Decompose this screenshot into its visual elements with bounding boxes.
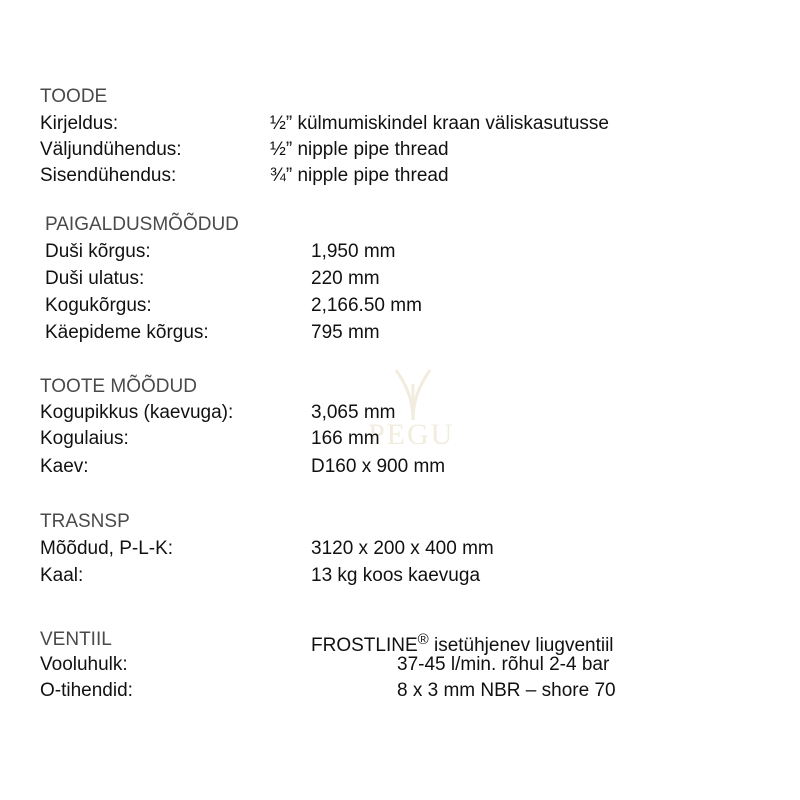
value-kogupikkus: 3,065 mm [311, 402, 396, 423]
label-kogupikkus: Kogupikkus (kaevuga): [40, 402, 234, 423]
label-kaev: Kaev: [40, 456, 89, 477]
label-vooluhulk: Vooluhulk: [40, 654, 128, 675]
section-heading-paigaldus: PAIGALDUSMÕÕDUD [45, 214, 239, 235]
label-dusi-ulatus: Duši ulatus: [45, 268, 145, 289]
value-kaepideme-korgus: 795 mm [311, 322, 380, 343]
label-kaal: Kaal: [40, 565, 84, 586]
label-kaepideme-korgus: Käepideme kõrgus: [45, 322, 209, 343]
value-vooluhulk: 37-45 l/min. rõhul 2-4 bar [397, 654, 610, 675]
label-moodud-plk: Mõõdud, P-L-K: [40, 538, 174, 559]
value-kaev: D160 x 900 mm [311, 456, 446, 477]
label-valjundühendus: Väljundühendus: [40, 139, 182, 160]
value-kogukorgus: 2,166.50 mm [311, 295, 422, 316]
value-dusi-korgus: 1,950 mm [311, 241, 396, 262]
value-o-tihendid: 8 x 3 mm NBR – shore 70 [397, 680, 616, 701]
section-heading-ventiil: VENTIIL [40, 629, 112, 650]
watermark-text: PEGU [368, 418, 455, 451]
section-heading-toote-moodud: TOOTE MÕÕDUD [40, 376, 197, 397]
label-kirjeldus: Kirjeldus: [40, 113, 119, 134]
ventiil-brand: FROSTLINE [311, 635, 418, 656]
value-kogulaius: 166 mm [311, 428, 380, 449]
label-o-tihendid: O-tihendid: [40, 680, 133, 701]
section-heading-trasnsp: TRASNSP [40, 511, 130, 532]
label-sisendühendus: Sisendühendus: [40, 165, 177, 186]
value-kaal: 13 kg koos kaevuga [311, 565, 481, 586]
value-kirjeldus: ½” külmumiskindel kraan väliskasutusse [270, 113, 609, 134]
section-heading-toode: TOODE [40, 86, 108, 107]
value-dusi-ulatus: 220 mm [311, 268, 380, 289]
label-kogukorgus: Kogukõrgus: [45, 295, 152, 316]
value-valjundühendus: ½” nipple pipe thread [270, 139, 449, 160]
value-ventiil-type [311, 629, 614, 657]
registered-mark: ® [417, 631, 429, 648]
value-sisendühendus: ¾” nipple pipe thread [270, 165, 449, 186]
value-moodud-plk: 3120 x 200 x 400 mm [311, 538, 494, 559]
label-dusi-korgus: Duši kõrgus: [45, 241, 151, 262]
ventiil-desc: isetühjenev liugventiil [428, 635, 614, 656]
label-kogulaius: Kogulaius: [40, 428, 129, 449]
